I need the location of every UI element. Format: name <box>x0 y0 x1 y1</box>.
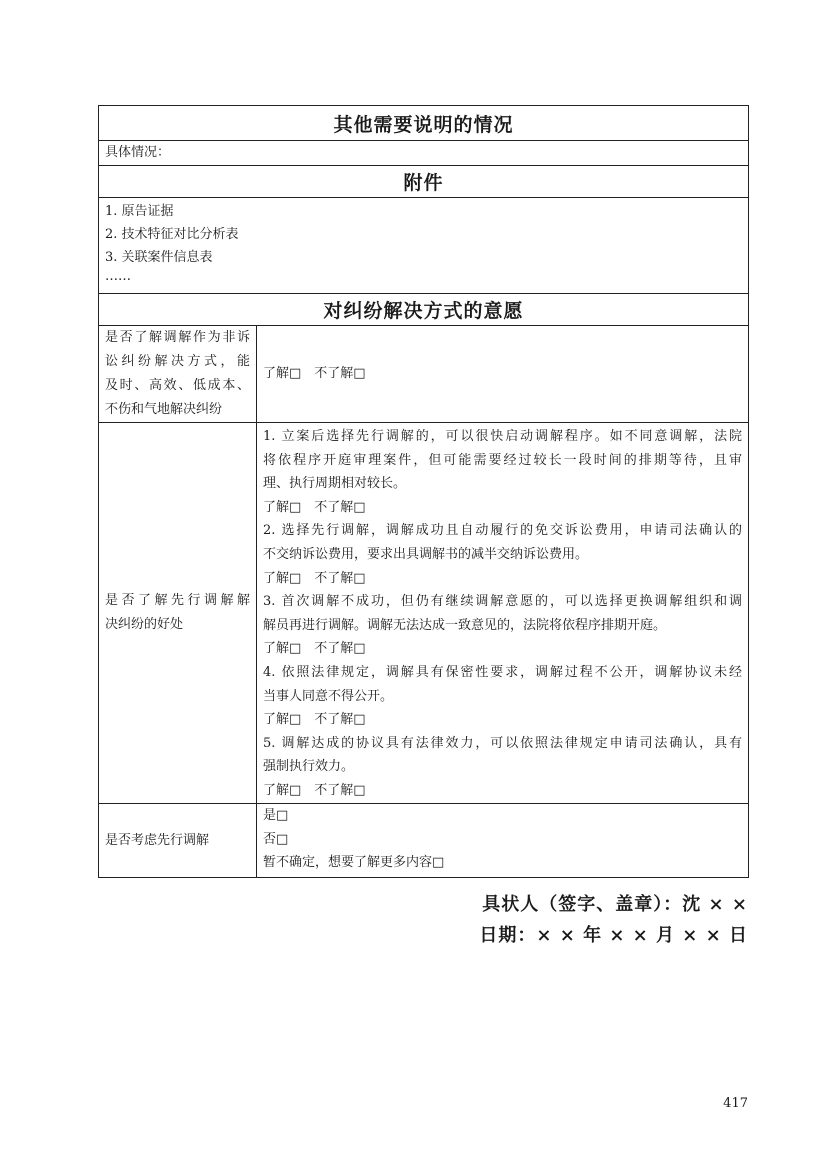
understand-checkbox-group[interactable]: 了解□ 不了解□ <box>263 570 366 586</box>
benefit-text: 当事人同意不得公开。 <box>263 688 394 704</box>
benefit-text: 5. 调解达成的协议具有法律效力，可以依照法律规定申请司法确认，具有 <box>263 735 742 751</box>
page-number: 417 <box>723 1096 748 1111</box>
question-row-mediation-awareness <box>99 326 748 423</box>
benefit-text: 1. 立案后选择先行调解的，可以很快启动调解程序。如不同意调解，法院 <box>263 429 742 444</box>
attachment-list <box>99 198 748 294</box>
question-label: 是否了解先行调解解 决纠纷的好处 <box>99 423 257 803</box>
detail-row <box>99 141 748 166</box>
benefit-text: 理、执行周期相对较长。 <box>263 476 407 492</box>
attachment-item: 1. 原告证据 <box>105 204 174 219</box>
option-unsure-checkbox[interactable]: 暂不确定，想要了解更多内容□ <box>263 855 445 871</box>
benefit-text: 将依程序开庭审理案件，但可能需要经过较长一段时间的排期等待，且审 <box>263 452 742 468</box>
option-yes-checkbox[interactable]: 是□ <box>263 808 289 823</box>
detail-label: 具体情况： <box>105 145 171 160</box>
question-label: 是否了解调解作为非诉 讼纠纷解决方式，能 及时、高效、低成本、 不伤和气地解决纠纷 <box>99 326 257 422</box>
complaint-form-table <box>98 105 749 878</box>
section-title-attachments: 附件 <box>99 166 748 198</box>
attachment-item: 3. 关联案件信息表 <box>105 250 213 265</box>
attachment-item: …… <box>105 269 131 284</box>
benefit-text: 解员再进行调解。调解无法达成一致意见的，法院将依程序排期开庭。 <box>263 617 667 633</box>
question-label: 是否考虑先行调解 <box>99 804 257 877</box>
benefits-list <box>257 423 748 803</box>
question-row-mediation-benefits <box>99 423 748 804</box>
date-line: 日期：× × 年 × × 月 × × 日 <box>479 925 748 946</box>
benefit-text: 3. 首次调解不成功，但仍有继续调解意愿的，可以选择更换调解组织和调 <box>263 594 742 610</box>
understand-checkbox-group[interactable]: 了解□ 不了解□ <box>263 499 366 515</box>
benefit-text: 2. 选择先行调解，调解成功且自动履行的免交诉讼费用，申请司法确认的 <box>263 523 742 539</box>
signer-line: 具状人（签字、盖章）：沈 × × <box>482 894 748 915</box>
understand-checkbox-group[interactable]: 了解□ 不了解□ <box>263 366 366 382</box>
understand-checkbox-group[interactable]: 了解□ 不了解□ <box>263 712 366 728</box>
benefit-text: 不交纳诉讼费用，要求出具调解书的减半交纳诉讼费用。 <box>263 546 589 562</box>
option-no-checkbox[interactable]: 否□ <box>263 831 289 847</box>
benefit-text: 强制执行效力。 <box>263 759 355 775</box>
section-title-other: 其他需要说明的情况 <box>99 106 748 141</box>
understand-checkbox-group[interactable]: 了解□ 不了解□ <box>263 782 366 798</box>
section-title-willingness: 对纠纷解决方式的意愿 <box>99 294 748 326</box>
answer-cell <box>257 326 748 422</box>
question-row-consider-mediation <box>99 804 748 877</box>
attachment-item: 2. 技术特征对比分析表 <box>105 227 239 242</box>
benefit-text: 4. 依照法律规定，调解具有保密性要求，调解过程不公开，调解协议未经 <box>263 664 742 680</box>
consider-options <box>257 804 748 877</box>
understand-checkbox-group[interactable]: 了解□ 不了解□ <box>263 641 366 657</box>
